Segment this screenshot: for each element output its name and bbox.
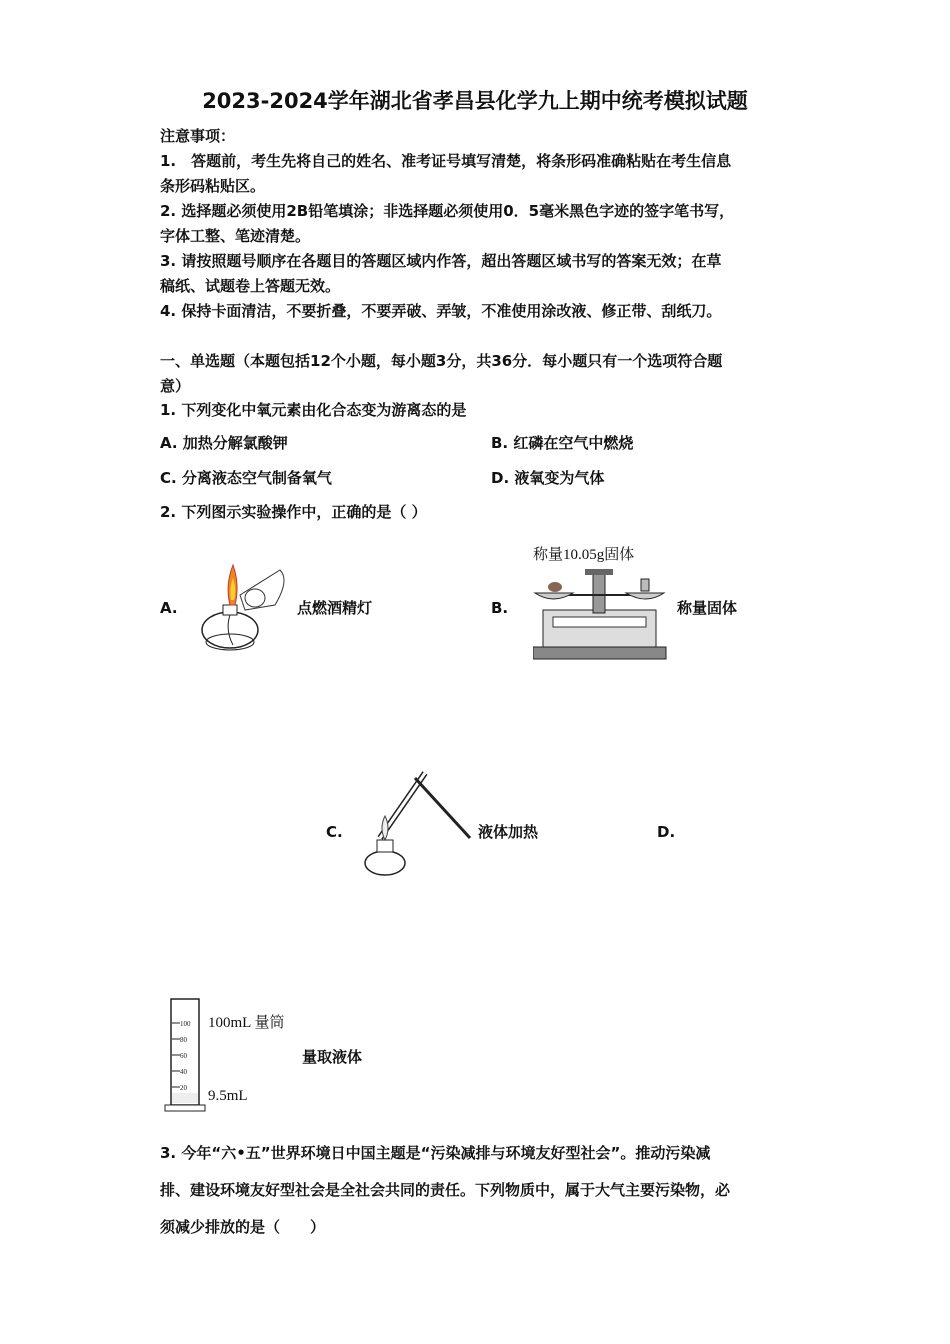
cylinder-tick: 80 xyxy=(180,1036,187,1044)
cylinder-tick: 60 xyxy=(180,1052,187,1060)
cylinder-tick: 40 xyxy=(180,1068,187,1076)
graduated-cylinder-figure xyxy=(163,997,208,1117)
cylinder-tick: 20 xyxy=(180,1084,187,1092)
liquid-heating-figure xyxy=(355,768,475,880)
cylinder-label: 100mL 量筒 xyxy=(208,1015,285,1031)
q2-option-d-letter: D. xyxy=(657,823,676,841)
balance-scale-figure xyxy=(533,565,668,662)
notice-heading: 注意事项： xyxy=(160,127,236,145)
q2-option-b-letter: B. xyxy=(491,599,509,617)
notice-line: 稿纸、试题卷上答题无效。 xyxy=(160,277,341,295)
section-heading: 一、单选题（本题包括12个小题，每小题3分，共36分．每小题只有一个选项符合题 xyxy=(160,352,723,370)
balance-label: 称量10.05g固体 xyxy=(533,547,635,563)
q2-stem: 2. 下列图示实验操作中，正确的是（ ） xyxy=(160,503,427,521)
q1-option-a: A. 加热分解氯酸钾 xyxy=(160,434,288,452)
q2-option-c-caption: 液体加热 xyxy=(478,823,539,841)
q3-stem-line: 排、建设环境友好型社会是全社会共同的责任。下列物质中，属于大气主要污染物，必 xyxy=(160,1181,731,1199)
q2-option-d-caption: 量取液体 xyxy=(302,1048,363,1066)
alcohol-lamp-lighting-figure xyxy=(195,550,295,658)
notice-line: 3. 请按照题号顺序在各题目的答题区域内作答，超出答题区域书写的答案无效；在草 xyxy=(160,252,722,270)
q1-stem: 1. 下列变化中氧元素由化合态变为游离态的是 xyxy=(160,401,467,419)
q2-option-c-letter: C. xyxy=(326,823,343,841)
q2-option-a-caption: 点燃酒精灯 xyxy=(297,599,373,617)
q3-stem-line: 须减少排放的是（ ） xyxy=(160,1218,326,1236)
section-heading-cont: 意） xyxy=(160,377,191,395)
page-title: 2023-2024学年湖北省孝昌县化学九上期中统考模拟试题 xyxy=(202,89,748,113)
cylinder-volume-label: 9.5mL xyxy=(208,1088,248,1104)
q2-option-a-letter: A. xyxy=(160,599,178,617)
q1-option-c: C. 分离液态空气制备氧气 xyxy=(160,469,332,487)
notice-line: 条形码粘贴区。 xyxy=(160,177,266,195)
notice-line: 4. 保持卡面清洁，不要折叠，不要弄破、弄皱，不准使用涂改液、修正带、刮纸刀。 xyxy=(160,302,722,320)
notice-line: 2. 选择题必须使用2B铅笔填涂；非选择题必须使用0．5毫米黑色字迹的签字笔书写， xyxy=(160,202,735,220)
cylinder-tick: 100 xyxy=(180,1020,191,1028)
q2-option-b-caption: 称量固体 xyxy=(677,599,738,617)
notice-line: 1. 答题前，考生先将自己的姓名、准考证号填写清楚，将条形码准确粘贴在考生信息 xyxy=(160,152,732,170)
q1-option-b: B. 红磷在空气中燃烧 xyxy=(491,434,634,452)
notice-line: 字体工整、笔迹清楚。 xyxy=(160,227,311,245)
q1-option-d: D. 液氧变为气体 xyxy=(491,469,605,487)
q3-stem-line: 3. 今年“六•五”世界环境日中国主题是“污染减排与环境友好型社会”。推动污染减 xyxy=(160,1144,711,1162)
